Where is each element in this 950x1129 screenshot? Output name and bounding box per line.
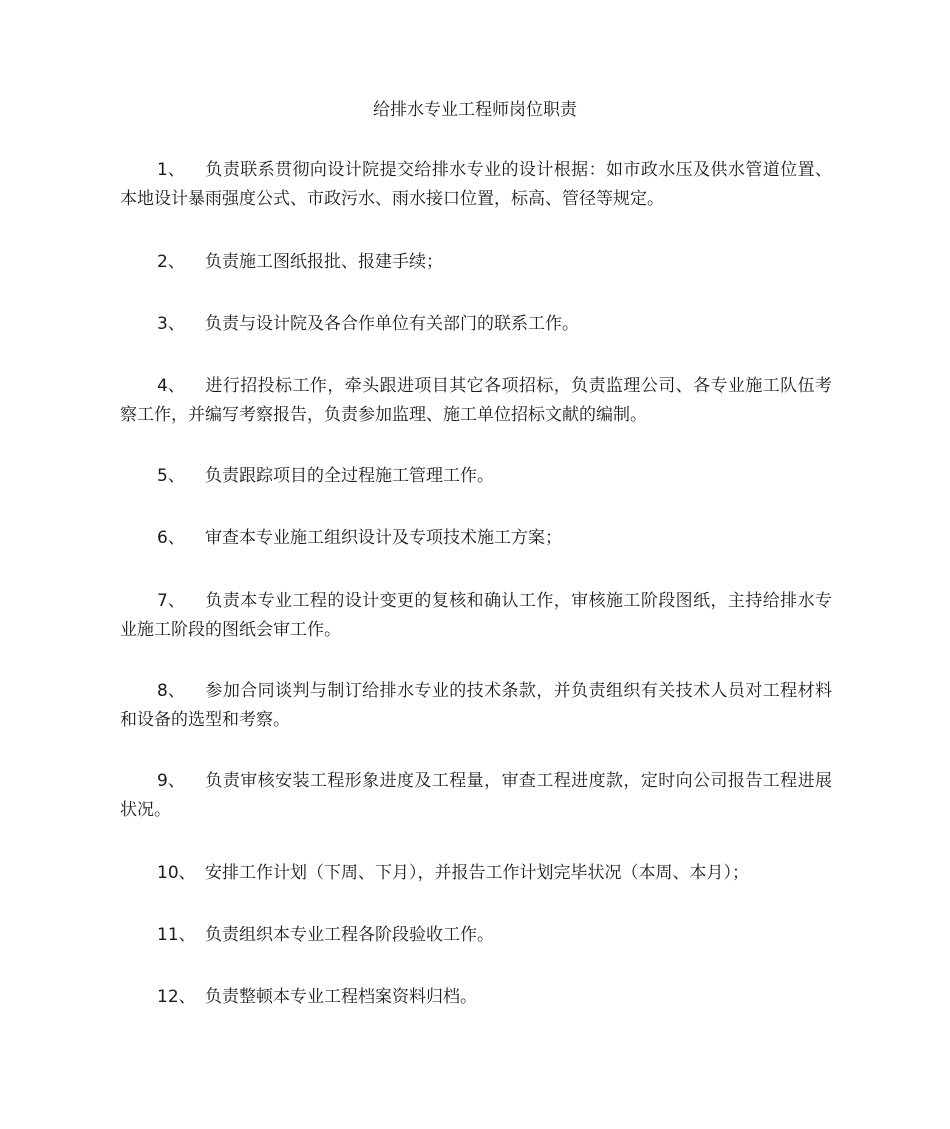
item-number: 11、 (157, 925, 196, 945)
duty-item-9 (120, 767, 832, 825)
item-number: 4、 (157, 376, 185, 396)
duty-item-11 (120, 921, 832, 950)
duty-item-1 (120, 156, 832, 214)
item-text: 负责施工图纸报批、报建手续； (205, 252, 443, 272)
item-number: 10、 (157, 863, 196, 883)
item-number: 1、 (157, 160, 185, 180)
item-number: 8、 (157, 681, 185, 701)
item-number: 7、 (157, 591, 185, 611)
item-text: 负责联系贯彻向设计院提交给排水专业的设计根据：如市政水压及供水管道位置、本地设计暴雨强度公式、市政污水、雨水接口位置，标高、管径等规定。 (120, 160, 832, 209)
item-text: 进行招投标工作，牵头跟进项目其它各项招标，负责监理公司、各专业施工队伍考察工作，并编写考察报告，负责参加监理、施工单位招标文献的编制。 (120, 376, 832, 425)
duty-item-12 (120, 983, 832, 1012)
item-text: 负责本专业工程的设计变更的复核和确认工作，审核施工阶段图纸，主持给排水专业施工阶段的图纸会审工作。 (120, 591, 832, 640)
item-text: 负责组织本专业工程各阶段验收工作。 (205, 925, 494, 945)
item-number: 9、 (157, 771, 185, 791)
document-title: 给排水专业工程师岗位职责 (373, 100, 577, 120)
item-text: 参加合同谈判与制订给排水专业的技术条款，并负责组织有关技术人员对工程材料和设备的选型和考察。 (120, 681, 832, 730)
item-text: 负责跟踪项目的全过程施工管理工作。 (205, 466, 494, 486)
duty-item-5 (120, 462, 832, 491)
item-text: 安排工作计划（下周、下月），并报告工作计划完毕状况（本周、本月）； (205, 863, 749, 883)
duty-item-6 (120, 524, 832, 553)
duty-item-10 (120, 859, 832, 888)
item-number: 3、 (157, 314, 185, 334)
duty-item-8 (120, 677, 832, 735)
item-number: 6、 (157, 528, 185, 548)
item-text: 负责与设计院及各合作单位有关部门的联系工作。 (205, 314, 579, 334)
duty-item-4 (120, 372, 832, 430)
item-number: 12、 (157, 987, 196, 1007)
item-text: 负责整顿本专业工程档案资料归档。 (205, 987, 477, 1007)
item-text: 审查本专业施工组织设计及专项技术施工方案； (205, 528, 562, 548)
item-text: 负责审核安装工程形象进度及工程量，审查工程进度款，定时向公司报告工程进展状况。 (120, 771, 832, 820)
item-number: 5、 (157, 466, 185, 486)
item-number: 2、 (157, 252, 185, 272)
duty-item-3 (120, 310, 832, 339)
duty-item-7 (120, 587, 832, 645)
duty-item-2 (120, 248, 832, 277)
